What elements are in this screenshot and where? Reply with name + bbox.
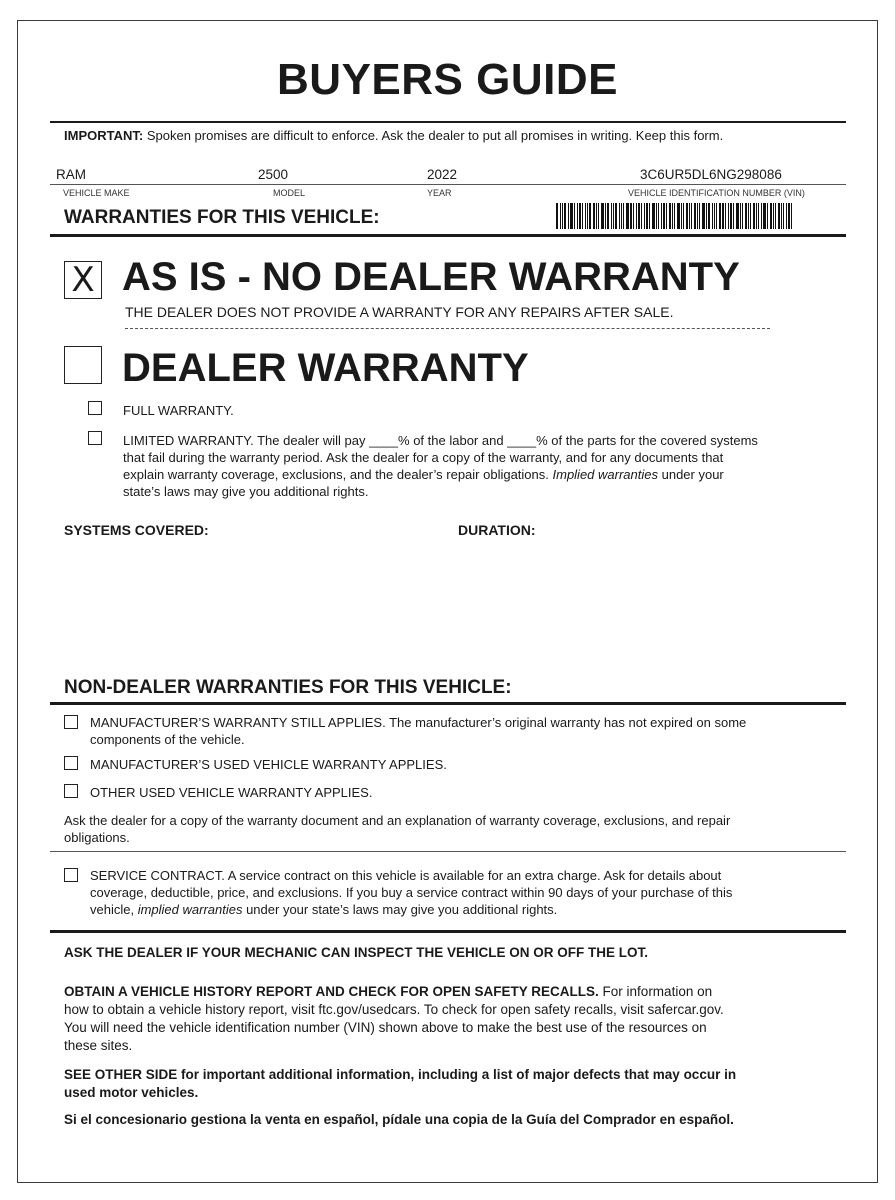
full-warranty-checkbox[interactable]: [88, 401, 102, 415]
barcode-bar: [570, 203, 573, 229]
spanish-notice: Si el concesionario gestiona la venta en español, pídale una copia de la Guía del Comprador en español.: [64, 1112, 734, 1127]
limited-text-part: explain warranty coverage, exclusions, and the dealer’s repair obligations.: [123, 467, 553, 482]
vehicle-model-value[interactable]: 2500: [258, 167, 289, 182]
barcode-bar: [728, 203, 729, 229]
barcode-bar: [641, 203, 642, 229]
barcode-bar: [611, 203, 612, 229]
other-side-line: SEE OTHER SIDE for important additional information, including a list of major defects that may occur in: [64, 1067, 737, 1082]
barcode-bar: [736, 203, 739, 229]
barcode-bar: [644, 203, 645, 229]
barcode-bar: [677, 203, 680, 229]
mfr-warranty-still-checkbox[interactable]: [64, 715, 78, 729]
ask-dealer-copy-text: [64, 812, 839, 846]
barcode-bar: [748, 203, 749, 229]
barcode-bar: [568, 203, 569, 229]
barcode-bar: [781, 203, 782, 229]
barcode-bar: [786, 203, 787, 229]
warranties-heading: WARRANTIES FOR THIS VEHICLE:: [64, 207, 380, 228]
barcode-bar: [587, 203, 588, 229]
limited-warranty-checkbox[interactable]: [88, 431, 102, 445]
mfr-used-warranty-label: MANUFACTURER’S USED VEHICLE WARRANTY APPLIES.: [90, 757, 447, 772]
barcode-bar: [621, 203, 622, 229]
barcode-bar: [646, 203, 648, 229]
vehicle-make-value[interactable]: RAM: [56, 167, 86, 182]
barcode-bar: [681, 203, 682, 229]
limited-warranty-line: [123, 466, 833, 483]
other-used-warranty-checkbox[interactable]: [64, 784, 78, 798]
barcode-bar: [598, 203, 599, 229]
barcode-bar: [574, 203, 575, 229]
barcode-bar: [706, 203, 707, 229]
barcode-bar: [686, 203, 688, 229]
mfr-still-line: components of the vehicle.: [90, 732, 245, 747]
as-is-check-mark: X: [71, 260, 95, 300]
vehicle-year-label: YEAR: [427, 188, 452, 198]
barcode-bar: [674, 203, 675, 229]
barcode-bar: [725, 203, 726, 229]
service-rule: [50, 930, 846, 933]
service-contract-text: [90, 867, 840, 918]
service-contract-line: [90, 901, 840, 918]
history-line: You will need the vehicle identification number (VIN) shown above to make the best use of the resources on: [64, 1020, 707, 1035]
barcode-bar: [702, 203, 705, 229]
barcode-bar: [694, 203, 696, 229]
barcode-bar: [788, 203, 790, 229]
history-part: For information on: [598, 984, 713, 999]
limited-warranty-line: that fail during the warranty period. Ask the dealer for a copy of the warranty, and for any documents that: [123, 450, 724, 465]
page-title: BUYERS GUIDE: [277, 55, 618, 104]
mfr-used-warranty-checkbox[interactable]: [64, 756, 78, 770]
barcode-bar: [623, 203, 624, 229]
barcode-bar: [636, 203, 637, 229]
mfr-warranty-still-text: [90, 714, 835, 748]
vehicle-history-text: [64, 983, 839, 1055]
dealer-warranty-checkbox[interactable]: [64, 346, 102, 384]
barcode-bar: [708, 203, 710, 229]
limited-text-part: under your: [658, 467, 724, 482]
barcode-bar: [773, 203, 774, 229]
barcode-bar: [562, 203, 563, 229]
barcode-bar: [601, 203, 604, 229]
vehicle-vin-label: VEHICLE IDENTIFICATION NUMBER (VIN): [628, 188, 805, 198]
barcode-bar: [758, 203, 759, 229]
barcode-bar: [638, 203, 640, 229]
mfr-still-line: MANUFACTURER’S WARRANTY STILL APPLIES. The manufacturer’s original warranty has not expired on some: [90, 715, 747, 730]
history-line: [64, 983, 839, 1001]
barcode-bar: [742, 203, 743, 229]
barcode-bar: [661, 203, 662, 229]
barcode-bar: [714, 203, 715, 229]
vehicle-year-value[interactable]: 2022: [427, 167, 458, 182]
barcode-bar: [699, 203, 700, 229]
barcode-bar: [756, 203, 757, 229]
barcode-bar: [666, 203, 667, 229]
barcode-bar: [733, 203, 734, 229]
barcode-bar: [689, 203, 690, 229]
duration-label: DURATION:: [458, 522, 536, 538]
divider: [50, 121, 846, 123]
as-is-checkbox[interactable]: [64, 261, 102, 299]
history-bold: OBTAIN A VEHICLE HISTORY REPORT AND CHECK FOR OPEN SAFETY RECALLS.: [64, 984, 599, 999]
barcode-bar: [585, 203, 586, 229]
barcode-bar: [791, 203, 792, 229]
barcode-bar: [778, 203, 780, 229]
barcode-bar: [589, 203, 591, 229]
barcode-bar: [630, 203, 632, 229]
vin-barcode: [556, 203, 826, 229]
history-line: how to obtain a vehicle history report, visit ftc.gov/usedcars. To check for open safety recalls, visit safercar.gov.: [64, 1002, 724, 1017]
barcode-bar: [740, 203, 741, 229]
barcode-bar: [691, 203, 692, 229]
barcode-bar: [750, 203, 751, 229]
barcode-bar: [649, 203, 650, 229]
limited-warranty-line: LIMITED WARRANTY. The dealer will pay ____% of the labor and ____% of the parts for the covered systems: [123, 433, 758, 448]
non-dealer-rule: [50, 702, 846, 705]
mechanic-inspect-text: ASK THE DEALER IF YOUR MECHANIC CAN INSPECT THE VEHICLE ON OR OFF THE LOT.: [64, 945, 649, 960]
dealer-warranty-heading: DEALER WARRANTY: [122, 346, 529, 390]
barcode-bar: [697, 203, 698, 229]
barcode-bar: [596, 203, 597, 229]
systems-covered-label: SYSTEMS COVERED:: [64, 522, 209, 538]
barcode-bar: [783, 203, 784, 229]
barcode-bar: [656, 203, 657, 229]
barcode-bar: [593, 203, 595, 229]
heading-rule: [50, 234, 846, 237]
see-other-side-text: [64, 1066, 839, 1102]
barcode-bar: [560, 203, 561, 229]
barcode-bar: [556, 203, 558, 229]
ask-line: obligations.: [64, 830, 130, 845]
barcode-bar: [633, 203, 634, 229]
full-warranty-label: FULL WARRANTY.: [123, 403, 234, 418]
barcode-bar: [626, 203, 629, 229]
divider: [50, 851, 846, 852]
barcode-bar: [652, 203, 655, 229]
important-label: IMPORTANT:: [64, 128, 144, 143]
barcode-bar: [605, 203, 606, 229]
barcode-bar: [716, 203, 717, 229]
other-side-line: used motor vehicles.: [64, 1085, 199, 1100]
history-line: these sites.: [64, 1038, 133, 1053]
barcode-bar: [669, 203, 671, 229]
vehicle-fields-line: [50, 184, 846, 185]
barcode-bar: [719, 203, 721, 229]
barcode-bar: [763, 203, 766, 229]
barcode-bar: [564, 203, 566, 229]
barcode-bar: [730, 203, 732, 229]
barcode-bar: [579, 203, 581, 229]
barcode-bar: [712, 203, 713, 229]
barcode-bar: [582, 203, 583, 229]
barcode-bar: [753, 203, 755, 229]
barcode-bar: [767, 203, 768, 229]
barcode-bar: [722, 203, 724, 229]
important-text: Spoken promises are difficult to enforce. Ask the dealer to put all promises in writing. Keep this form.: [146, 128, 724, 143]
vehicle-vin-value[interactable]: 3C6UR5DL6NG298086: [640, 167, 782, 182]
barcode-bar: [619, 203, 620, 229]
barcode-bar: [607, 203, 609, 229]
barcode-bar: [577, 203, 578, 229]
barcode-bar: [683, 203, 684, 229]
limited-warranty-line: state’s laws may give you additional rights.: [123, 484, 369, 499]
service-contract-line: SERVICE CONTRACT. A service contract on this vehicle is available for an extra charge. Ask for details about: [90, 868, 722, 883]
as-is-heading: AS IS - NO DEALER WARRANTY: [122, 255, 740, 299]
service-text-part: vehicle,: [90, 902, 138, 917]
other-used-warranty-label: OTHER USED VEHICLE WARRANTY APPLIES.: [90, 785, 373, 800]
important-notice: [64, 128, 723, 143]
service-contract-line: coverage, deductible, price, and exclusions. If you buy a service contract within 90 days of your purchase of this: [90, 885, 733, 900]
service-text-part: under your state’s laws may give you additional rights.: [242, 902, 558, 917]
as-is-text: THE DEALER DOES NOT PROVIDE A WARRANTY FOR ANY REPAIRS AFTER SALE.: [125, 304, 674, 320]
barcode-bar: [658, 203, 659, 229]
vehicle-make-label: VEHICLE MAKE: [63, 188, 130, 198]
service-contract-checkbox[interactable]: [64, 868, 78, 882]
implied-warranties-italic: Implied warranties: [552, 467, 658, 482]
barcode-bar: [761, 203, 762, 229]
ask-line: Ask the dealer for a copy of the warranty document and an explanation of warranty coverage, exclusions, and repair: [64, 813, 731, 828]
barcode-bar: [663, 203, 665, 229]
barcode-bar: [672, 203, 673, 229]
non-dealer-heading: NON-DEALER WARRANTIES FOR THIS VEHICLE:: [64, 677, 512, 698]
barcode-bar: [745, 203, 747, 229]
barcode-bar: [613, 203, 614, 229]
implied-warranties-italic: implied warranties: [137, 902, 243, 917]
dashed-separator: [125, 328, 770, 329]
barcode-bar: [775, 203, 776, 229]
vehicle-model-label: MODEL: [273, 188, 306, 198]
barcode-bar: [770, 203, 772, 229]
limited-warranty-text: [123, 432, 833, 500]
barcode-bar: [615, 203, 617, 229]
